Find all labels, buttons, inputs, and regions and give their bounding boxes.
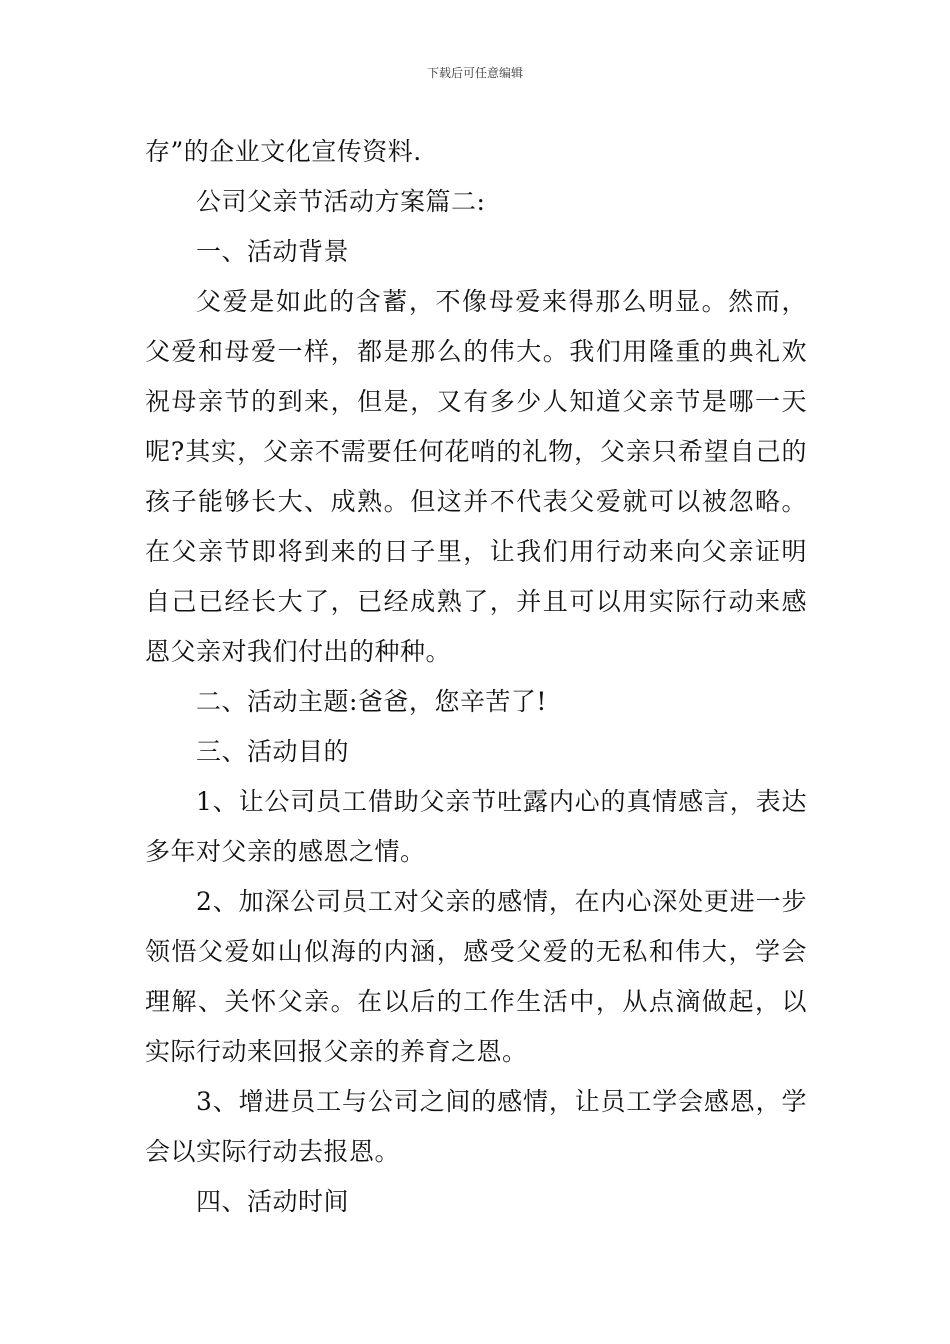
paragraph-background: 父爱是如此的含蓄，不像母爱来得那么明显。然而，父爱和母爱一样，都是那么的伟大。我们用隆重的典礼欢祝母亲节的到来，但是，又有多少人知道父亲节是哪一天呢?其实，父亲不需要任何花哨的礼物，父亲只希望自己的孩子能够长大、成熟。但这并不代表父爱就可以被忽略。在父亲节即将到来的日子里，让我们用行动来向父亲证明自己已经长大了，已经成熟了，并且可以用实际行动来感恩父亲对我们付出的种种。 [145, 287, 807, 666]
heading-activity-background: 一、活动背景 [196, 237, 350, 266]
purpose-item-3: 3、增进员工与公司之间的感情，让员工学会感恩，学会以实际行动去报恩。 [145, 1087, 807, 1166]
heading-activity-purpose: 三、活动目的 [196, 737, 350, 766]
page-header: 下载后可任意编辑 [426, 66, 523, 80]
heading-activity-time: 四、活动时间 [196, 1187, 350, 1216]
purpose-item-2: 2、加深公司员工对父亲的感情，在内心深处更进一步领悟父爱如山似海的内涵，感受父爱的无私和伟大，学会理解、关怀父亲。在以后的工作生活中，从点滴做起，以实际行动来回报父亲的养育之恩。 [145, 887, 807, 1066]
heading-activity-theme: 二、活动主题:爸爸，您辛苦了! [196, 687, 547, 716]
document-body [145, 127, 807, 1227]
paragraph-continuation: 存”的企业文化宣传资料. [145, 137, 422, 166]
section-title: 公司父亲节活动方案篇二: [196, 187, 486, 216]
purpose-item-1: 1、让公司员工借助父亲节吐露内心的真情感言，表达多年对父亲的感恩之情。 [145, 787, 807, 866]
